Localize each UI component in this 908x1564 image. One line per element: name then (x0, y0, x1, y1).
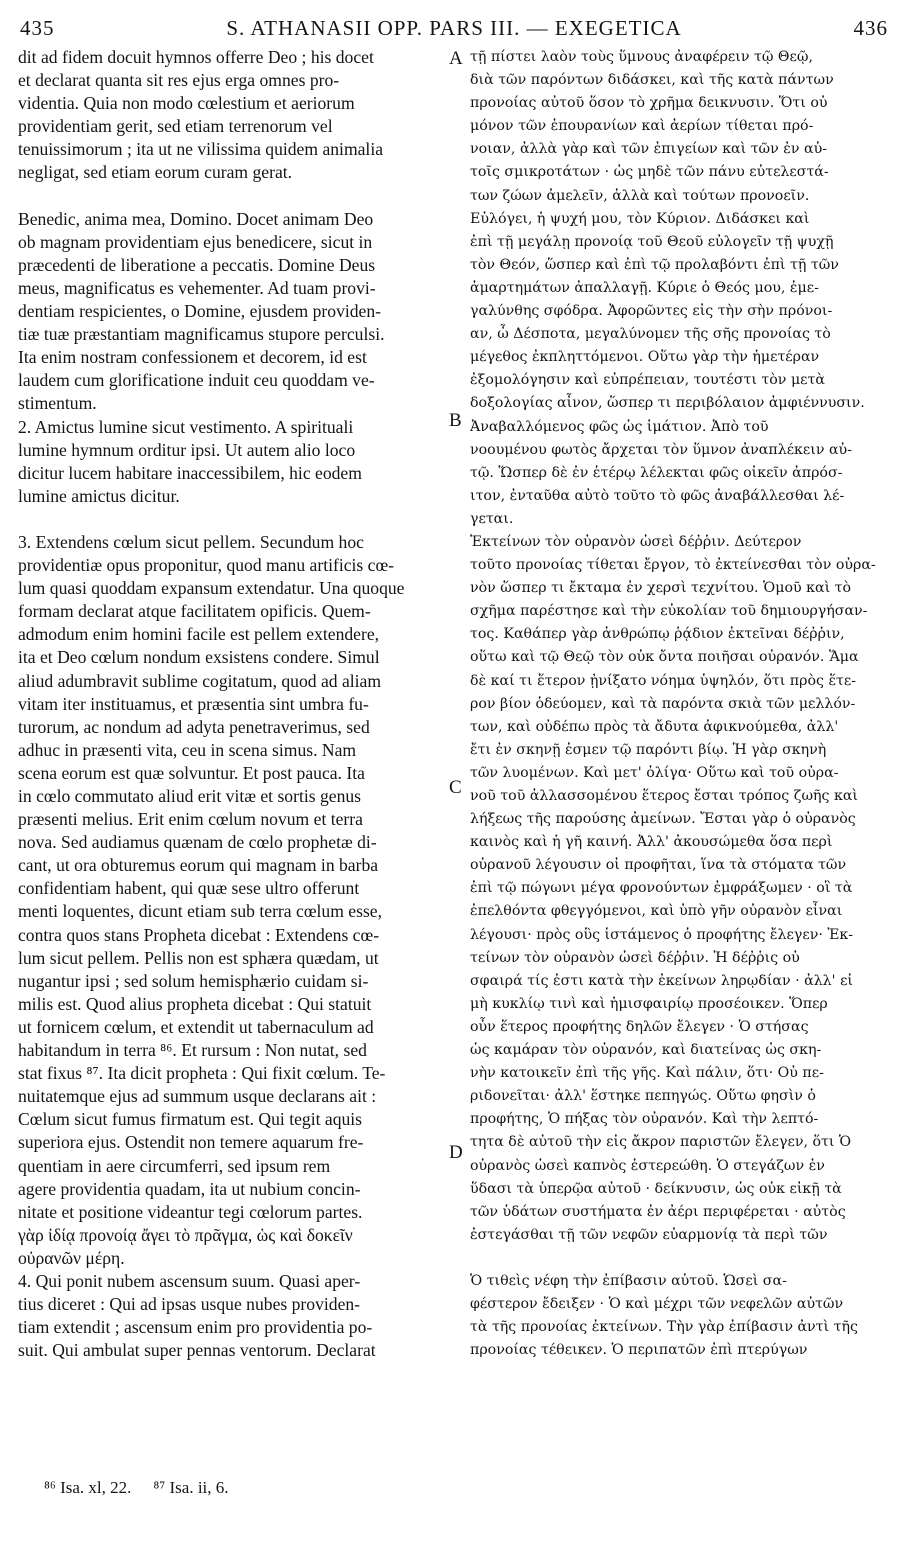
greek-line: ἐπελθόντα φθεγγόμενοι, καὶ ὑπὸ γῆν οὐρανὸν εἶναι (470, 903, 843, 920)
latin-line: nova. Sed audiamus quænam de cœlo prophetæ di- (18, 832, 377, 853)
greek-line: νὸν ὥσπερ τι ἔκταμα ἐν χερσὶ τεχνίτου. Ὁμοῦ καὶ τὸ (470, 580, 852, 597)
latin-line: adhuc in præsenti vita, ceu in scena simus. Nam (18, 739, 357, 760)
greek-line: προνοίας τέθεικεν. Ὁ περιπατῶν ἐπὶ πτερύγων (470, 1342, 808, 1359)
latin-line: γὰρ ἰδίᾳ προνοίᾳ ἄγει τὸ πρᾶγμα, ὡς καὶ δοκεῖν (18, 1224, 353, 1245)
latin-line: Benedic, anima mea, Domino. Docet animam Deo (18, 208, 374, 229)
greek-line: καινὸς καὶ ἡ γῆ καινή. Ἀλλ' ἀκουσώμεθα ὅσα περὶ (470, 834, 833, 851)
greek-line: μέγεθος ἐκπληττόμενοι. Οὕτω γὰρ τὴν ἡμετέραν (470, 349, 820, 366)
latin-line: dentiam respicientes, o Domine, ejusdem providen- (18, 301, 382, 322)
greek-line: τὸν Θεόν, ὥσπερ καὶ ἐπὶ τῷ προλαβόντι ἐπὶ τῇ τῶν (470, 256, 839, 273)
greek-line: ὕδασι τὰ ὑπερῷα αὐτοῦ · δείκνυσιν, ὡς οὐκ εἰκῇ τὰ (470, 1180, 842, 1197)
running-header (20, 16, 888, 44)
latin-line: formam declarat atque facilitatem opificis. Quem- (18, 601, 371, 622)
latin-line: confidentiam habent, qui quæ sese ultro offerunt (18, 878, 360, 899)
greek-line: των ζώων ἀμελεῖν, ἀλλὰ καὶ τούτων προνοεῖν. (470, 187, 810, 204)
latin-line: tiæ tuæ præstantiam magnificamus stupore perculsi. (18, 324, 385, 345)
latin-line: lumine amictus dicitur. (18, 485, 180, 506)
latin-line: meus, magnificatus es vehementer. Ad tuam provi- (18, 277, 376, 298)
greek-line: τείνων τὸν οὐρανὸν ὡσεὶ δέῤῥιν. Ἡ δέῤῥις οὐ (470, 949, 800, 966)
greek-line: μὴ κυκλίῳ τινὶ καὶ ἡμισφαιρίῳ προσέοικεν. Ὅπερ (470, 995, 828, 1012)
latin-line: admodum enim homini facile est pellem extendere, (18, 624, 380, 645)
greek-column (470, 46, 894, 1362)
latin-line: 2. Amictus lumine sicut vestimento. A spirituali (18, 416, 354, 437)
latin-line: ut fornicem cœlum, et extendit ut tabernaculum ad (18, 1016, 374, 1037)
latin-line: providentiæ opus proponitur, quod manu artificis cœ- (18, 555, 395, 576)
greek-line: νοιαν, ἀλλὰ γὰρ καὶ τῶν ἐπιγείων καὶ τῶν ἐν αὐ- (470, 141, 828, 158)
greek-line: ριδονεῖται· ἀλλ' ἕστηκε πεπηγώς. Οὕτω φησὶν ὁ (470, 1088, 816, 1105)
latin-line: cant, ut ora obturemus eorum qui magnam in barba (18, 855, 379, 876)
latin-line (18, 508, 446, 531)
latin-line: superiora ejus. Ostendit non temere aquarum fre- (18, 1132, 364, 1153)
footnote-86: ⁸⁶ Isa. xl, 22. (44, 1478, 132, 1497)
greek-line: μόνον τῶν ἐπουρανίων καὶ ἀερίων τίθεται πρό- (470, 118, 814, 135)
greek-line: λέγουσι· πρὸς οὓς ἱστάμενος ὁ προφήτης ἔλεγεν· Ἐκ- (470, 926, 854, 943)
greek-line (470, 1247, 894, 1270)
latin-line: in cœlo commutato aliud erit vitæ et sortis genus (18, 786, 362, 806)
page-number-right: 436 (853, 16, 888, 40)
latin-line: Cœlum sicut fumus firmatum est. Qui tegit aquis (18, 1109, 363, 1130)
greek-line: ἁμαρτημάτων ἀπαλλαγῇ. Κύριε ὁ Θεός μου, ἐμε- (470, 279, 819, 296)
running-title: S. ATHANASII OPP. PARS III. — EXEGETICA (226, 16, 682, 40)
latin-line: videntia. Quia non modo cœlestium et aeriorum (18, 93, 355, 114)
greek-line: νὴν κατοικεῖν ἐπὶ τῆς γῆς. Καὶ πάλιν, ὅτι· Οὐ πε- (470, 1065, 824, 1082)
greek-line: διὰ τῶν παρόντων διδάσκει, καὶ τῆς κατὰ πάντων (470, 72, 834, 89)
latin-line: milis est. Quod alius propheta dicebat : Qui statuit (18, 993, 372, 1014)
latin-line: et declarat quanta sit res ejus erga omnes pro- (18, 70, 340, 91)
latin-line: tiam extendit ; ascensum enim pro providentia po- (18, 1317, 373, 1338)
latin-line: agere providentia quadam, ita ut nubium concin- (18, 1178, 361, 1199)
greek-line: ἐπὶ τῇ μεγάλῃ προνοίᾳ τοῦ Θεοῦ εὐλογεῖν τῇ ψυχῇ (470, 233, 834, 250)
latin-line: providentiam gerit, sed etiam terrenorum vel (18, 116, 333, 137)
greek-line: ιτον, ἐνταῦθα αὐτὸ τοῦτο τὸ φῶς ἀναβάλλεσθαι λέ- (470, 487, 845, 504)
page-number-left: 435 (20, 16, 55, 40)
latin-line: negligat, sed etiam eorum curam gerat. (18, 162, 293, 183)
latin-line: stimentum. (18, 393, 97, 414)
greek-line: αν, ὦ Δέσποτα, μεγαλύνομεν τῆς σῆς προνοίας τὸ (470, 326, 831, 343)
latin-line: tenuissimorum ; ita ut ne vilissima quidem animalia (18, 139, 384, 160)
greek-line: ἐξομολόγησιν καὶ εὐπρέπειαν, τουτέστι τὸν μετὰ (470, 372, 825, 389)
greek-line: τὰ τῆς προνοίας ἐκτείνων. Τὴν γὰρ ἐπίβασιν ἀντὶ τῆς (470, 1319, 858, 1336)
margin-letter-c: C (449, 777, 462, 798)
greek-line: Ὁ τιθεὶς νέφη τὴν ἐπίβασιν αὐτοῦ. Ὡσεὶ σα- (470, 1272, 787, 1289)
latin-line: vitam iter instituamus, et præsentia sint umbra fu- (18, 693, 369, 714)
latin-line: Ita enim nostram confessionem et decorem, id est (18, 347, 367, 368)
latin-line: nitate et positione videantur tegi cœlorum partes. (18, 1201, 363, 1222)
footnote-87: ⁸⁷ Isa. ii, 6. (153, 1478, 229, 1497)
greek-line: των, καὶ οὐδέπω πρὸς τὰ ἄδυτα ἀφικνούμεθα, ἀλλ' (470, 718, 839, 735)
latin-line (18, 185, 446, 208)
latin-line: οὐρανῶν μέρη. (18, 1247, 125, 1268)
greek-line: ἔτι ἐν σκηνῇ ἐσμεν τῷ παρόντι βίῳ. Ἡ γὰρ σκηνὴ (470, 741, 827, 758)
greek-line: Ἀναβαλλόμενος φῶς ὡς ἱμάτιον. Ἀπὸ τοῦ (470, 418, 769, 435)
latin-line: menti loquentes, dicunt etiam sub terra cœlum esse, (18, 901, 382, 922)
latin-line: 4. Qui ponit nubem ascensum suum. Quasi aper- (18, 1270, 361, 1291)
latin-line: ob magnam providentiam ejus benedicere, sicut in (18, 231, 373, 252)
latin-line: ita et Deo cœlum nondum exsistens condere. Simul (18, 647, 380, 668)
greek-line: νοῦ τοῦ ἀλλασσομένου ἕτερος ἔσται τρόπος ζωῆς καὶ (470, 788, 858, 804)
greek-line: Ἐκτείνων τὸν οὐρανὸν ὡσεὶ δέῤῥιν. Δεύτερον (470, 533, 802, 550)
latin-column (18, 46, 446, 1362)
latin-line: lumine hymnum orditur ipsi. Ut autem alio loco (18, 439, 356, 460)
greek-line: τος. Καθάπερ γὰρ ἀνθρώπῳ ῥᾴδιον ἐκτεῖναι δέῤῥιν, (470, 626, 845, 643)
latin-line: stat fixus ⁸⁷. Ita dicit propheta : Qui fixit cœlum. Te- (18, 1063, 386, 1084)
greek-line: τῶν ὑδάτων συστήματα ἐν ἀέρι περιφέρεται · αὐτὸς (470, 1203, 846, 1220)
greek-line: τητα δὲ αὐτοῦ τὴν εἰς ἄκρον παριστῶν ἔλεγεν, ὅτι Ὁ (470, 1134, 852, 1151)
greek-line: γαλύνθης σφόδρα. Ἀφορῶντες εἰς τὴν σὴν πρόνοι- (470, 303, 833, 320)
greek-line: ὡς καμάραν τὸν οὐρανόν, καὶ διατείνας ὡς σκη- (470, 1042, 822, 1059)
greek-line: οὖν ἕτερος προφήτης δηλῶν ἔλεγεν · Ὁ στήσας (470, 1018, 809, 1035)
latin-line: habitandum in terra ⁸⁶. Et rursum : Non nutat, sed (18, 1040, 367, 1061)
latin-line: scena eorum est quæ solvuntur. Et post pauca. Ita (18, 762, 365, 783)
greek-line: σχῆμα παρέστησε καὶ τὴν εὐκολίαν τοῦ δημιουργήσαν- (470, 603, 868, 620)
latin-line: lum quasi quoddam expansum extendatur. Una quoque (18, 578, 405, 599)
margin-letter-d: D (449, 1142, 463, 1163)
latin-line: laudem cum glorificatione induit ceu quoddam ve- (18, 370, 375, 391)
latin-line: dicitur lucem habitare inaccessibilem, hic eodem (18, 462, 362, 483)
margin-letter-b: B (449, 410, 462, 431)
greek-line: τῷ. Ὥσπερ δὲ ἐν ἑτέρῳ λέλεκται φῶς οἰκεῖν ἀπρόσ- (470, 464, 843, 481)
latin-line: præsenti melius. Erit enim cœlum novum et terra (18, 809, 363, 830)
greek-line: ἐπὶ τῷ πώγωνι μέγα φρονούντων ἐμφράξωμεν · οἳ τὰ (470, 880, 853, 897)
greek-line: τῇ πίστει λαὸν τοὺς ὕμνους ἀναφέρειν τῷ Θεῷ, (470, 49, 813, 65)
greek-line: οὐρανοῦ λέγουσιν οἱ προφῆται, ἵνα τὰ στόματα τῶν (470, 857, 847, 874)
greek-line: φέστερον ἔδειξεν · Ὁ καὶ μέχρι τῶν νεφελῶν αὐτῶν (470, 1296, 844, 1313)
greek-line: Εὐλόγει, ἡ ψυχή μου, τὸν Κύριον. Διδάσκει καὶ (470, 210, 810, 227)
greek-line: προνοίας αὐτοῦ ὅσον τὸ χρῆμα δεικνυσιν. Ὅτι οὐ (470, 95, 828, 112)
greek-line: τῶν λυομένων. Καὶ μετ' ὀλίγα· Οὕτω καὶ τοῦ οὐρα- (470, 764, 839, 781)
latin-line: præcedenti de liberatione a peccatis. Domine Deus (18, 254, 376, 275)
greek-line: λήξεως τῆς παρούσης ἀμείνων. Ἔσται γὰρ ὁ οὐρανὸς (470, 811, 856, 828)
latin-line: dit ad fidem docuit hymnos offerre Deo ; his docet (18, 47, 374, 67)
latin-line: tius diceret : Qui ad ipsas usque nubes providen- (18, 1294, 361, 1315)
latin-line: aliud adumbravit sublime cogitatum, quod ad aliam (18, 670, 382, 691)
greek-line: οὕτω καὶ τῷ Θεῷ τὸν οὐκ ὄντα ποιῆσαι οὐρανόν. Ἅμα (470, 649, 859, 666)
latin-line: contra quos stans Propheta dicebat : Extendens cœ- (18, 924, 380, 945)
greek-line: δὲ καί τι ἕτερον ᾐνίξατο νόημα ὑψηλόν, ὅτι πρὸς ἕτε- (470, 672, 857, 689)
greek-line: νοουμένου φωτὸς ἄρχεται τὸν ὕμνον ἀναπλέκειν αὐ- (470, 441, 852, 458)
greek-line: ἐστεγάσθαι τῇ τῶν νεφῶν εὐαρμονίᾳ τὰ περὶ τῶν (470, 1226, 828, 1243)
greek-line: γεται. (470, 510, 514, 527)
latin-line: quentiam in aere circumferri, sed ipsum rem (18, 1155, 331, 1176)
greek-line: ρον βίον ὁδεύομεν, καὶ τὰ παρόντα σκιὰ τῶν μελλόν- (470, 695, 856, 712)
latin-line: turorum, ac nondum ad adyta penetraverimus, sed (18, 716, 370, 737)
latin-line: nuitatemque ejus ad summum usque declarans ait : (18, 1086, 377, 1107)
greek-line: τοῖς σμικροτάτων · ὡς μηδὲ τῶν πάνυ εὐτελεστά- (470, 164, 829, 181)
margin-letter-a: A (449, 48, 463, 69)
latin-line: 3. Extendens cœlum sicut pellem. Secundum hoc (18, 531, 364, 552)
latin-line: nugantur ipsi ; sed solum hemisphærio cuidam si- (18, 970, 369, 991)
greek-line: τοῦτο προνοίας τίθεται ἔργον, τὸ ἐκτείνεσθαι τὸν οὐρα- (470, 557, 876, 574)
greek-line: σφαιρά τίς ἐστι κατὰ τὴν ἐκείνων ληρῳδίαν · ἀλλ' εἰ (470, 972, 854, 989)
latin-line: lum sicut pellem. Pellis non est sphæra quædam, ut (18, 947, 379, 968)
latin-line: suit. Qui ambulat super pennas ventorum. Declarat (18, 1340, 376, 1361)
greek-line: προφήτης, Ὁ πήξας τὸν οὐρανόν. Καὶ τὴν λεπτό- (470, 1111, 819, 1128)
footnotes (44, 1478, 229, 1498)
greek-line: οὐρανὸς ὡσεὶ καπνὸς ἐστερεώθη. Ὁ στεγάζων ἐν (470, 1157, 825, 1174)
greek-line: δοξολογίας αἶνον, ὥσπερ τι περιβόλαιον ἀμφιέννυσιν. (470, 395, 865, 412)
